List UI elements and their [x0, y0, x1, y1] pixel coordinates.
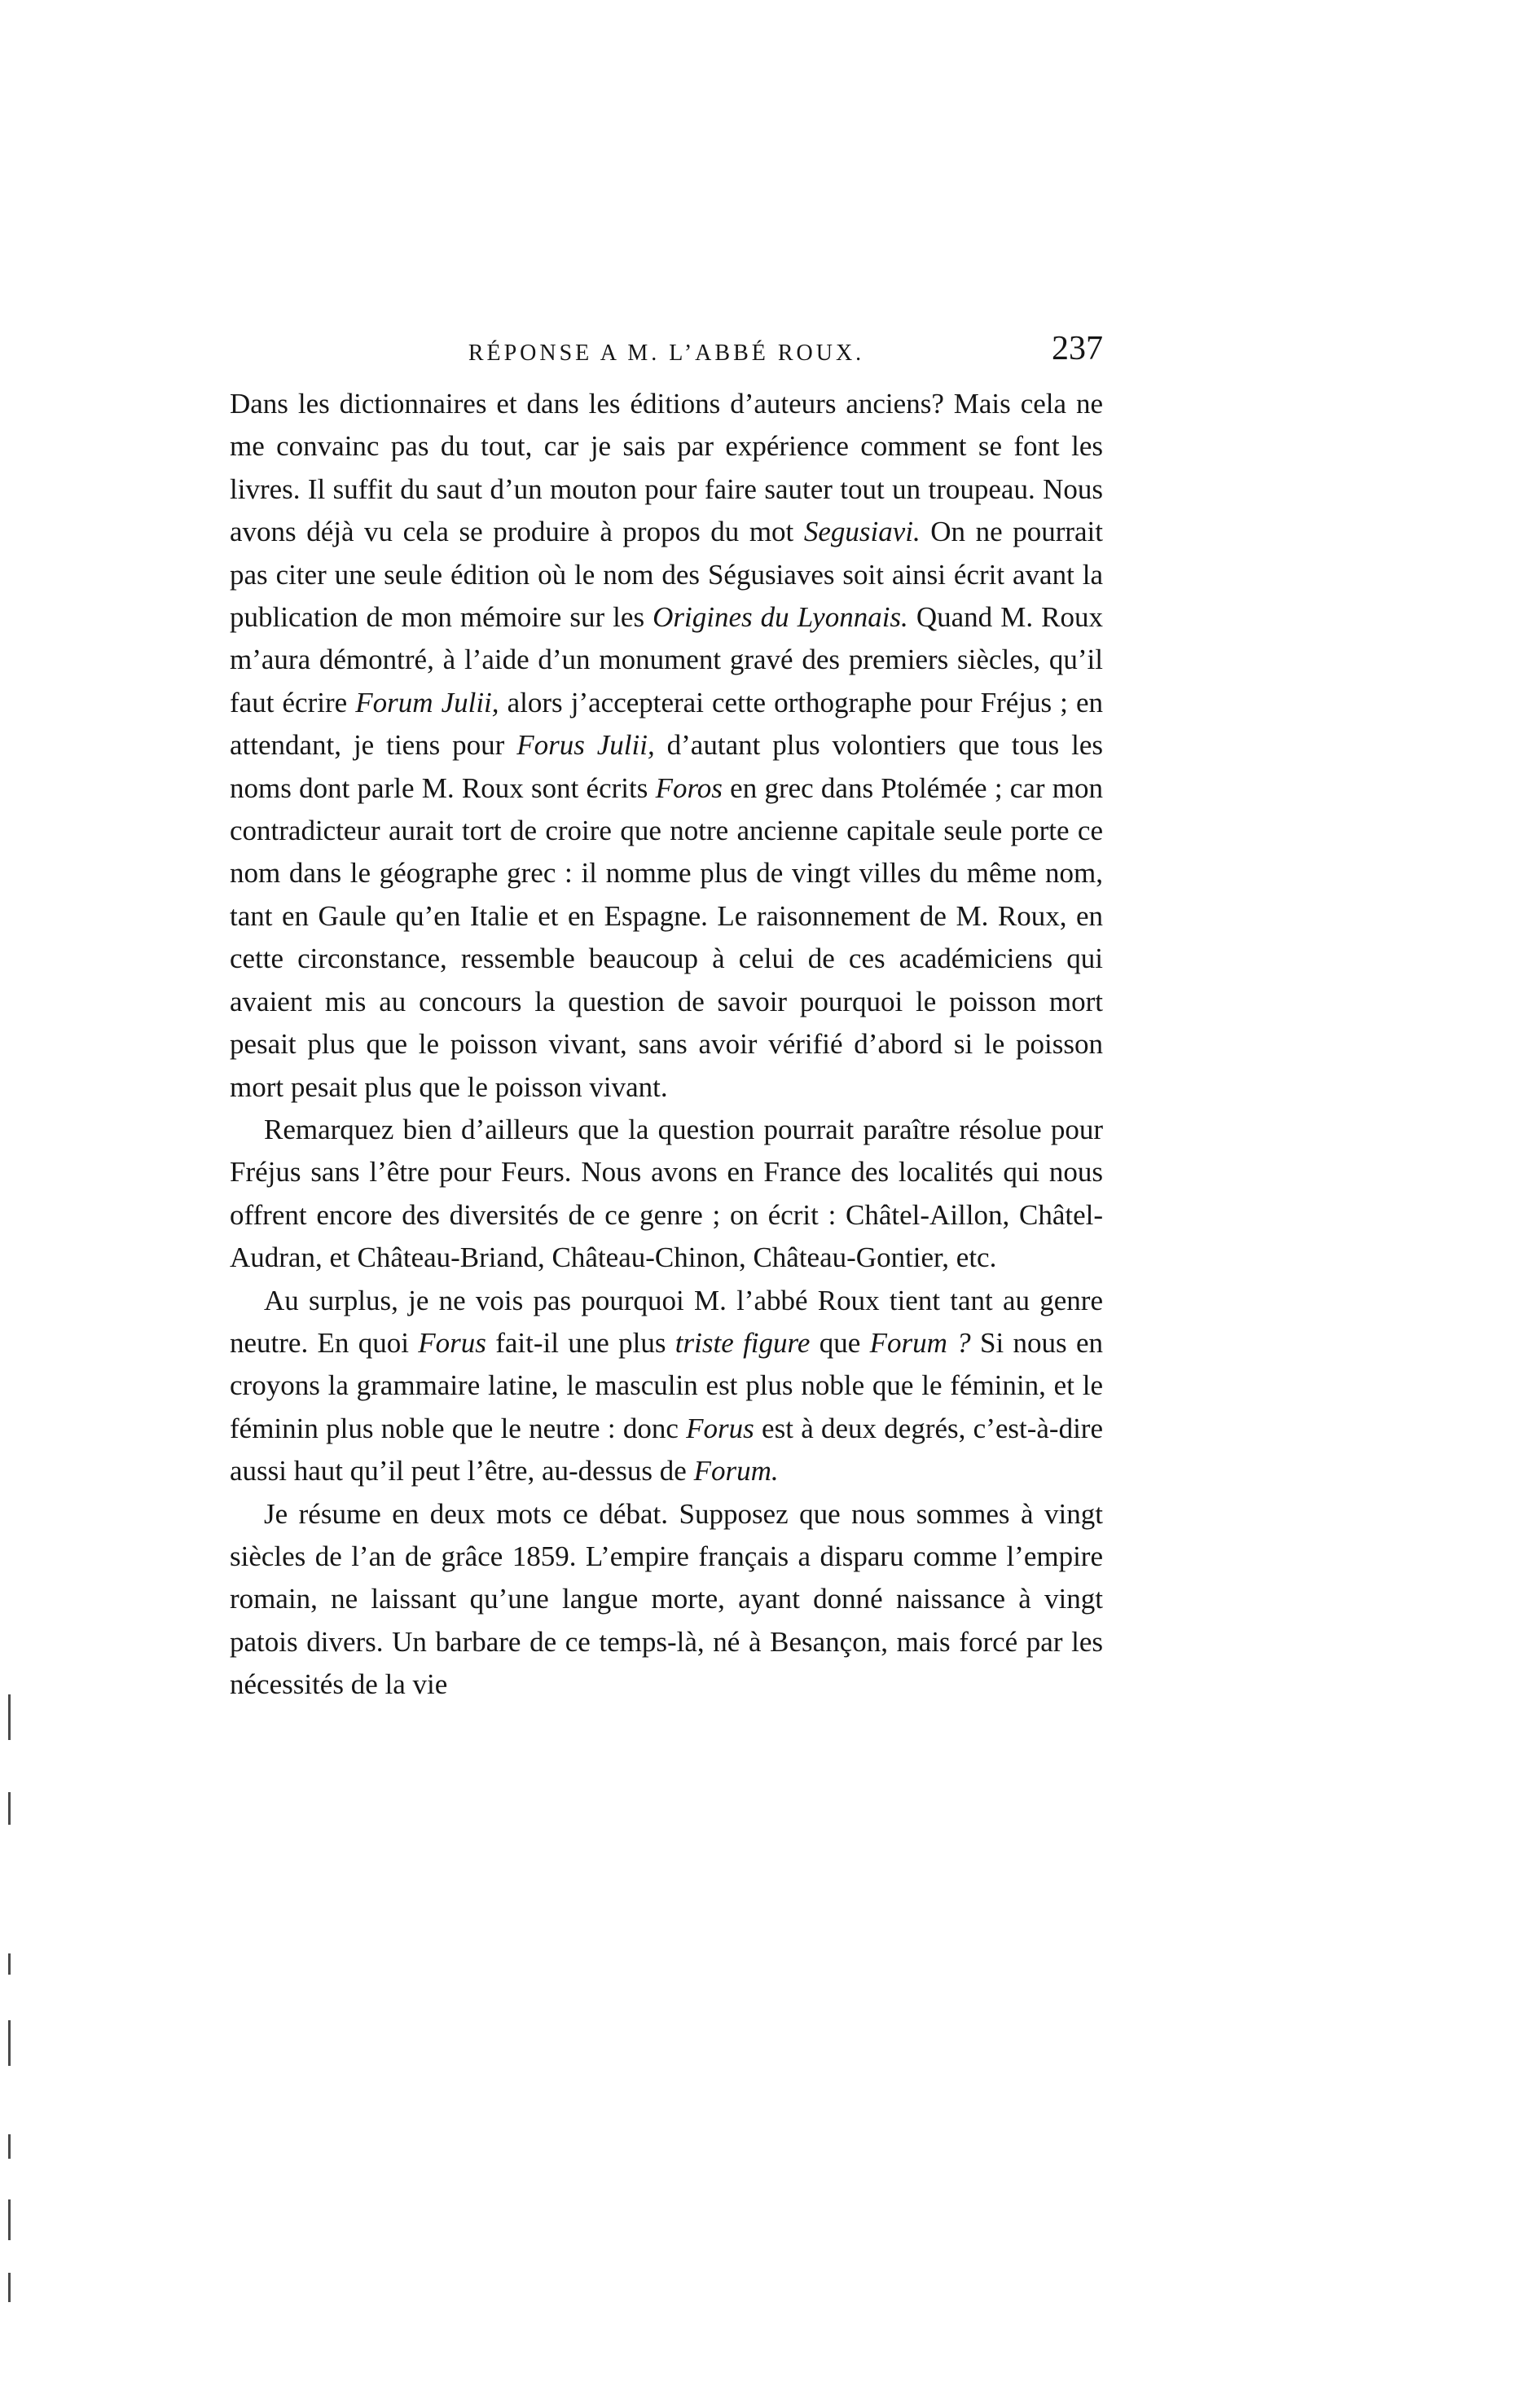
scan-artifact — [8, 1792, 11, 1825]
text-run: alors j’accepterai cette orthographe pour Fréjus ; en attendant, je tiens pour — [230, 686, 1104, 762]
italic-run: Segusiavi. — [803, 516, 921, 548]
running-title: RÉPONSE A M. L’ABBÉ ROUX. — [468, 341, 865, 366]
paragraph-2 — [230, 1109, 1103, 1280]
scan-artifact — [8, 2134, 11, 2159]
paragraph-4 — [230, 1493, 1103, 1707]
text-run: fait-il une plus — [486, 1326, 675, 1359]
italic-run: Forum. — [693, 1455, 779, 1487]
text-run: Au surplus, je ne vois pas pourquoi M. l’abbé Roux tient tant au genre neutre. En quoi — [230, 1284, 1103, 1359]
text-run: que — [810, 1326, 870, 1359]
paragraph-1 — [230, 383, 1103, 1109]
text-run: On ne pourrait pas citer une seule édition où le nom des Ségusiaves soit ainsi écrit avant la publication de mon mémoire sur les — [230, 516, 1103, 634]
text-run: d’autant plus volontiers que tous les noms dont parle M. Roux sont écrits — [230, 729, 1104, 804]
italic-run: Forus — [418, 1326, 486, 1359]
italic-run: Foros — [655, 771, 723, 804]
italic-run: Forum Julii, — [355, 686, 499, 718]
italic-run: Forum ? — [869, 1326, 971, 1359]
text-run: est à deux degrés, c’est-à-dire aussi haut qu’il peut l’être, au-dessus de — [230, 1412, 1103, 1487]
paragraph-3 — [230, 1280, 1103, 1493]
scan-artifact — [8, 2199, 11, 2240]
text-run: Si nous en croyons la grammaire latine, le masculin est plus noble que le féminin, et le féminin plus noble que le neutre : donc — [230, 1326, 1103, 1444]
page-number: 237 — [1052, 330, 1103, 367]
scan-artifact — [8, 1694, 11, 1740]
italic-run: Forus — [686, 1412, 754, 1444]
italic-run: Origines du Lyonnais. — [653, 601, 908, 634]
italic-run: triste figure — [675, 1326, 811, 1359]
text-run: en grec dans Ptolémée ; car mon contradicteur aurait tort de croire que notre ancienne capitale seule porte ce nom dans le géographe grec : il nomme plus de vingt villes du même nom, tant en Gaule qu’en Italie et en Espagne. Le raisonnement de M. Roux, en cette circonstance, ressemble beaucoup à celui de ces académiciens qui avaient mis au concours la question de savoir pourquoi le poisson mort pesait plus que le poisson vivant, sans avoir vérifié d’abord si le poisson mort pesait plus que le poisson vivant. — [230, 771, 1103, 1103]
text-run: Dans les dictionnaires et dans les éditions d’auteurs anciens? Mais cela ne me convainc pas du tout, car je sais par expérience comment se font les livres. Il suffit du saut d’un mouton pour faire sauter tout un troupeau. Nous avons déjà vu cela se produire à propos du mot — [230, 388, 1103, 548]
scan-artifact — [8, 2020, 11, 2066]
text-run: Remarquez bien d’ailleurs que la question pourrait paraître résolue pour Fréjus sans l’être pour Feurs. Nous avons en France des localités qui nous offrent encore des diversités de ce genre ; on écrit : Châtel-Aillon, Châtel-Audran, et Château-Briand, Château-Chinon, Château-Gontier, etc. — [230, 1113, 1103, 1274]
scan-artifact — [8, 2273, 11, 2302]
italic-run: Forus Julii, — [516, 729, 655, 762]
scan-artifact — [8, 1953, 11, 1975]
text-run: Je résume en deux mots ce débat. Supposez que nous sommes à vingt siècles de l’an de grâce 1859. L’empire français a disparu comme l’empire romain, ne laissant qu’une langue morte, ayant donné naissance à vingt patois divers. Un barbare de ce temps-là, né à Besançon, mais forcé par les nécessités de la vie — [230, 1497, 1103, 1701]
text-run: Quand M. Roux m’aura démontré, à l’aide d’un monument gravé des premiers siècles, qu’il faut écrire — [230, 601, 1103, 718]
page-header — [230, 323, 1103, 371]
body-text — [230, 383, 1103, 1707]
